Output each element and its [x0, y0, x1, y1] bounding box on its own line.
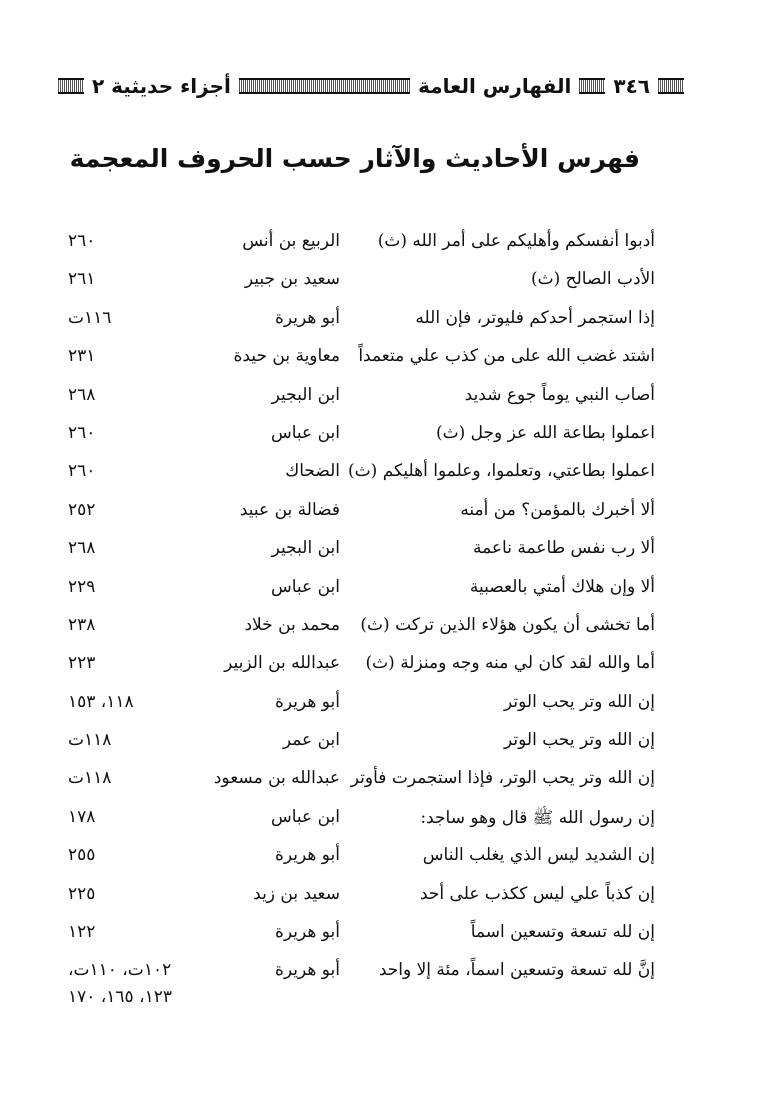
- index-entry: [0, 725, 757, 763]
- page-references: [68, 768, 218, 795]
- page-reference-line: ٢٣٨: [68, 614, 96, 635]
- page-references: [68, 423, 218, 450]
- hadith-text: إن الله وتر يحب الوتر، فإذا استجمرت فأوتر: [350, 768, 655, 789]
- index-entry: [0, 648, 757, 686]
- narrator-name: سعيد بن زيد: [253, 883, 340, 904]
- page-reference-line: ٢٦٠: [68, 461, 96, 482]
- narrator-name: ابن البجير: [271, 538, 340, 559]
- narrator-name: سعيد بن جبير: [244, 269, 340, 290]
- hadith-text: إن كذباً علي ليس ككذب على أحد: [420, 883, 655, 904]
- page-references: [68, 500, 218, 527]
- header-rule-left: [58, 78, 84, 94]
- header-rule-short: [579, 78, 605, 94]
- index-entry-list: [0, 226, 757, 1008]
- page-references: [68, 845, 218, 872]
- narrator-name: أبو هريرة: [274, 845, 340, 866]
- narrator-name: فضالة بن عبيد: [239, 499, 340, 520]
- index-entry: [0, 303, 757, 341]
- narrator-name: عبدالله بن الزبير: [224, 653, 340, 674]
- index-entry: [0, 763, 757, 801]
- index-title: فهرس الأحاديث والآثار حسب الحروف المعجمة: [69, 144, 640, 173]
- index-entry: [0, 418, 757, 456]
- index-entry: [0, 802, 757, 840]
- page-references: [68, 615, 218, 642]
- page-reference-line: ١١٦ت: [68, 307, 112, 328]
- page-references: [68, 231, 218, 258]
- index-entry: [0, 572, 757, 610]
- hadith-text: إن الله وتر يحب الوتر: [504, 691, 655, 712]
- hadith-text: ألا رب نفس طاعمة ناعمة: [472, 538, 655, 559]
- running-header: [58, 68, 684, 104]
- page-reference-line: ٢٦٠: [68, 422, 96, 443]
- page-references: [68, 692, 218, 719]
- hadith-text: إذا استجمر أحدكم فليوتر، فإن الله: [415, 307, 655, 328]
- narrator-name: محمد بن خلاد: [244, 614, 340, 635]
- page-reference-line: ١١٨، ١٥٣: [68, 691, 134, 712]
- page-reference-line: ٢٥٢: [68, 499, 96, 520]
- hadith-text: إن الله وتر يحب الوتر: [504, 730, 655, 751]
- header-rule-right: [658, 78, 684, 94]
- page-reference-line: ٢٦٨: [68, 384, 96, 405]
- index-entry: [0, 456, 757, 494]
- hadith-text: أما والله لقد كان لي منه وجه ومنزلة (ث): [365, 653, 655, 674]
- page-reference-line: ١١٨ت: [68, 768, 112, 789]
- page-reference-line: ٢٢٥: [68, 883, 96, 904]
- hadith-text: اشتد غضب الله على من كذب علي متعمداً: [358, 346, 655, 367]
- page-reference-line: ١٧٨: [68, 806, 96, 827]
- hadith-text: إنَّ لله تسعة وتسعين اسماً، مئة إلا واحد: [378, 960, 655, 981]
- page-references: [68, 730, 218, 757]
- index-entry: [0, 955, 757, 1008]
- narrator-name: الضحاك: [285, 461, 340, 482]
- page-reference-line: ٢٣١: [68, 346, 96, 367]
- page-references: [68, 807, 218, 834]
- index-entry: [0, 533, 757, 571]
- hadith-text: أصاب النبي يوماً جوع شديد: [464, 384, 655, 405]
- page-references: [68, 577, 218, 604]
- page-reference-line: ٢٦٨: [68, 538, 96, 559]
- page-reference-line: ٢٢٣: [68, 653, 96, 674]
- index-entry: [0, 879, 757, 917]
- page-reference-line: ٢٢٩: [68, 576, 96, 597]
- page-references: [68, 653, 218, 680]
- page-references: [68, 346, 218, 373]
- page-reference-line: ٢٦٠: [68, 231, 96, 251]
- narrator-name: أبو هريرة: [274, 307, 340, 328]
- index-entry: [0, 840, 757, 878]
- page-references: [68, 960, 218, 1014]
- page-reference-line: ٢٦١: [68, 269, 96, 290]
- page-references: [68, 385, 218, 412]
- page-references: [68, 269, 218, 296]
- hadith-text: ألا أخبرك بالمؤمن؟ من أمنه: [460, 499, 655, 520]
- narrator-name: ابن البجير: [271, 384, 340, 405]
- page-references: [68, 308, 218, 335]
- index-entry: [0, 687, 757, 725]
- header-book-title: أجزاء حديثية ٢: [92, 74, 231, 98]
- narrator-name: معاوية بن حيدة: [233, 346, 340, 367]
- header-section-title: الفهارس العامة: [418, 74, 572, 98]
- page-reference-line: ١٠٢ت، ١١٠ت،: [68, 960, 172, 981]
- hadith-text: إن الشديد ليس الذي يغلب الناس: [422, 845, 655, 866]
- page-reference-line: ١٢٢: [68, 922, 96, 943]
- hadith-text: اعملوا بطاعة الله عز وجل (ث): [436, 422, 655, 443]
- page-references: [68, 922, 218, 949]
- page-references: [68, 461, 218, 488]
- narrator-name: الربيع بن أنس: [242, 231, 340, 251]
- hadith-text: اعملوا بطاعتي، وتعلموا، وعلموا أهليكم (ث): [348, 461, 655, 482]
- narrator-name: ابن عباس: [270, 806, 340, 827]
- page-reference-line: ٢٥٥: [68, 845, 96, 866]
- narrator-name: أبو هريرة: [274, 922, 340, 943]
- narrator-name: ابن عمر: [282, 730, 340, 751]
- hadith-text: إن رسول الله ﷺ قال وهو ساجد:: [420, 807, 655, 828]
- page-references: [68, 884, 218, 911]
- page-number: ٣٤٦: [613, 74, 650, 98]
- narrator-name: ابن عباس: [270, 576, 340, 597]
- index-entry: [0, 917, 757, 955]
- narrator-name: ابن عباس: [270, 422, 340, 443]
- narrator-name: أبو هريرة: [274, 691, 340, 712]
- page-reference-line: ١١٨ت: [68, 730, 112, 751]
- page-references: [68, 538, 218, 565]
- index-entry: [0, 495, 757, 533]
- index-entry: [0, 610, 757, 648]
- hadith-text: ألا وإن هلاك أمتي بالعصبية: [469, 576, 655, 597]
- header-rule-middle: [239, 78, 410, 94]
- index-entry: [0, 380, 757, 418]
- hadith-text: إن لله تسعة وتسعين اسماً: [470, 922, 655, 943]
- index-entry: [0, 226, 757, 264]
- hadith-text: الأدب الصالح (ث): [530, 269, 655, 290]
- index-entry: [0, 341, 757, 379]
- page-reference-line: ١٢٣، ١٦٥، ١٧٠: [68, 987, 172, 1008]
- narrator-name: أبو هريرة: [274, 960, 340, 981]
- hadith-text: أدبوا أنفسكم وأهليكم على أمر الله (ث): [377, 231, 655, 251]
- index-entry: [0, 264, 757, 302]
- hadith-text: أما تخشى أن يكون هؤلاء الذين تركت (ث): [360, 614, 655, 635]
- narrator-name: عبدالله بن مسعود: [213, 768, 340, 789]
